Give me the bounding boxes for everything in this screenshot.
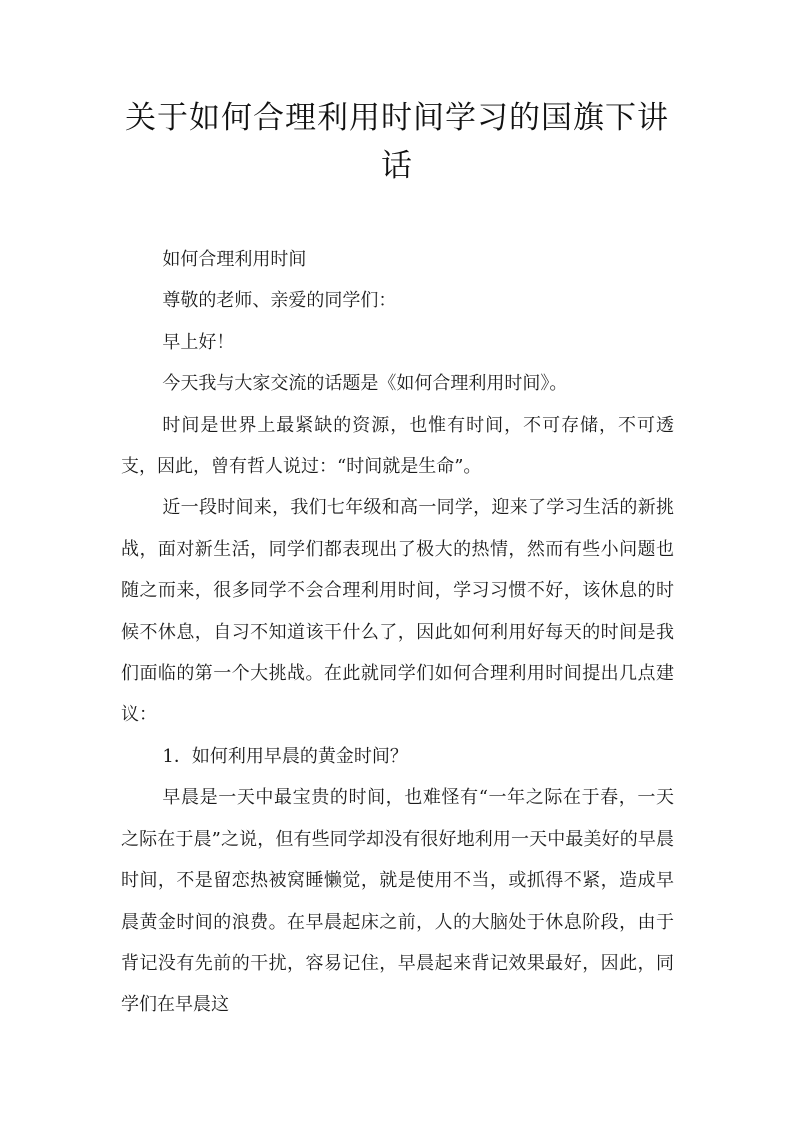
paragraph-heading-1: 1．如何利用早晨的黄金时间？ — [162, 745, 408, 767]
paragraph-time-resource: 时间是世界上最紧缺的资源，也惟有时间，不可存储，不可透支，因此，曾有哲人说过：“时间就是生命”。 — [121, 414, 674, 478]
paragraph-greeting: 早上好！ — [162, 331, 235, 353]
document-body — [121, 239, 674, 1026]
paragraph-morning: 早晨是一天中最宝贵的时间，也难怪有“一年之际在于春，一天之际在于晨”之说，但有些同学却没有很好地利用一天中最美好的早晨时间，不是留恋热被窝睡懒觉，就是使用不当，或抓得不紧，造成早晨黄金时间的浪费。在早晨起床之前，人的大脑处于休息阶段，由于背记没有先前的干扰，容易记住，早晨起来背记效果最好，因此，同学们在早晨这 — [121, 787, 674, 1016]
paragraph-subtitle: 如何合理利用时间 — [162, 249, 307, 270]
paragraph-salutation: 尊敬的老师、亲爱的同学们： — [162, 290, 397, 312]
document-title: 关于如何合理利用时间学习的国旗下讲话 — [125, 100, 669, 184]
paragraph-challenge: 近一段时间来，我们七年级和高一同学，迎来了学习生活的新挑战，面对新生活，同学们都表现出了极大的热情，然而有些小问题也随之而来，很多同学不会合理利用时间，学习习惯不好，该休息的时候不休息，自习不知道该干什么了，因此如何利用好每天的时间是我们面临的第一个大挑战。在此就同学们如何合理利用时间提出几点建议： — [121, 497, 674, 726]
paragraph-topic: 今天我与大家交流的话题是《如何合理利用时间》。 — [162, 373, 568, 395]
